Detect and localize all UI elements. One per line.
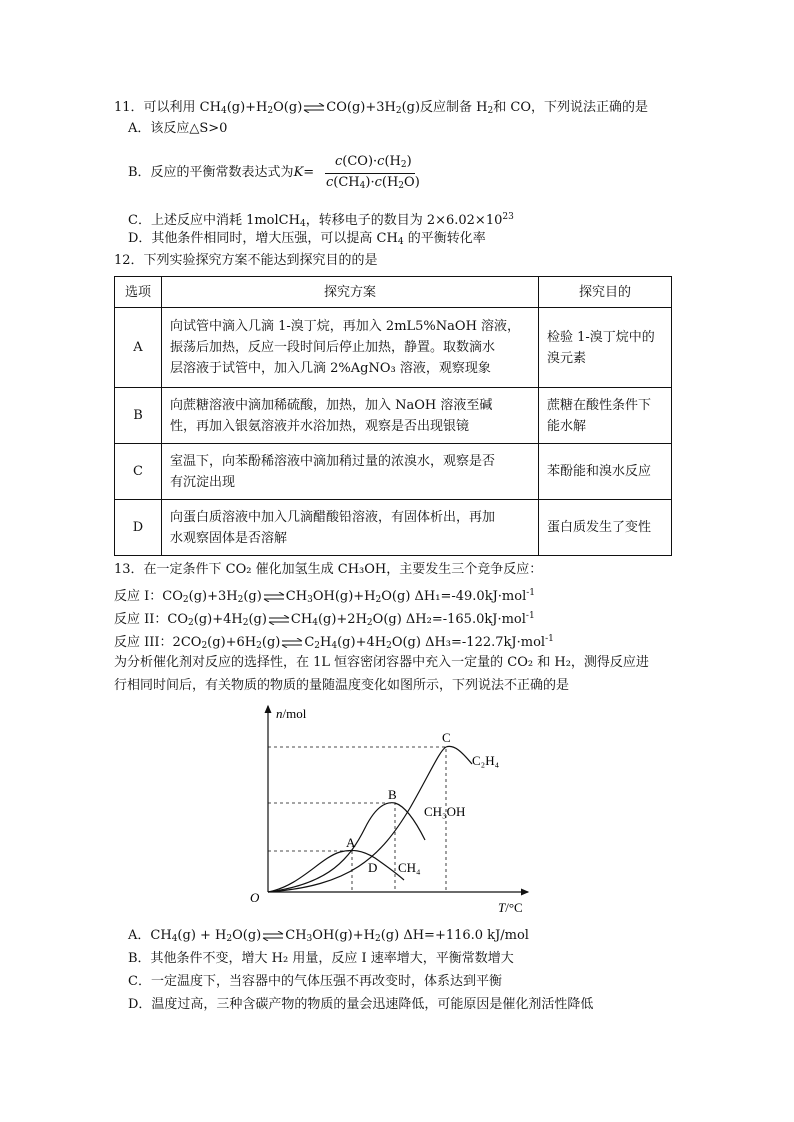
q13-desc-2: 行相同时间后，有关物质的物质的量随温度变化如图所示，下列说法不正确的是 <box>114 678 570 693</box>
reaction-1: 反应 I：$CO_2(g)+3H_2(g)$ $CH_3OH(g)+H_2O(g)$ ΔH₁=-49.0kJ·mol$^{-1}$ <box>114 588 536 605</box>
q13-option-b: B．其他条件不变，增大 H₂ 用量，反应 I 速率增大，平衡常数增大 <box>128 951 514 966</box>
equilibrium-arrow-icon <box>303 103 325 113</box>
point-label-a: A <box>346 835 356 850</box>
equilibrium-arrow-icon <box>268 615 290 625</box>
q11-option-c: C．上述反应中消耗 1molCH$_4$，转移电子的数目为 $2\times 6.02\times 10^{23}$ <box>128 212 514 229</box>
q11-option-a: A．该反应△S>0 <box>128 121 228 136</box>
point-label-c: C <box>442 730 451 745</box>
table-header: 探究方案 <box>162 277 539 308</box>
q12-table <box>114 276 672 556</box>
series-ch4-line <box>268 850 404 892</box>
table-row: B 向蔗糖溶液中滴加稀硫酸，加热，加入 NaOH 溶液至碱 性，再加入银氨溶液并水浴加热，观察是否出现银镜 蔗糖在酸性条件下 能水解 <box>115 388 672 444</box>
q13-stem: 13．在一定条件下 CO₂ 催化加氢生成 CH₃OH，主要发生三个竞争反应： <box>114 562 543 577</box>
k-denominator: $c(CH_4)\cdot c(H_2O)$ <box>326 175 420 191</box>
guide-b <box>268 803 395 892</box>
q13-desc-1: 为分析催化剂对反应的选择性，在 1L 恒容密闭容器中充入一定量的 CO₂ 和 H₂，测得反应进 <box>114 655 649 670</box>
q13-option-a: A．$CH_4(g) + H_2O(g)$ $CH_3OH(g)+H_2(g)$ ΔH=+116.0 kJ/mol <box>128 928 529 944</box>
q13-option-d: D．温度过高，三种含碳产物的物质的量会迅速降低，可能原因是催化剂活性降低 <box>128 997 594 1012</box>
q13-option-c: C．一定温度下，当容器中的气体压强不再改变时，体系达到平衡 <box>128 974 502 989</box>
equilibrium-arrow-icon <box>281 638 303 648</box>
q12-stem: 12．下列实验探究方案不能达到探究目的的是 <box>114 253 378 268</box>
equilibrium-arrow-icon <box>262 931 284 941</box>
point-label-b: B <box>388 787 397 802</box>
reaction-3: 反应 III：$2CO_2(g)+6H_2(g)$ $C_2H_4(g)+4H_2O(g)$ ΔH₃=-122.7kJ·mol$^{-1}$ <box>114 634 554 651</box>
table-header: 探究目的 <box>539 277 672 308</box>
table-header: 选项 <box>115 277 162 308</box>
k-numerator: $c(CO)\cdot c(H_2)$ <box>335 154 412 170</box>
table-row: A 向试管中滴入几滴 1-溴丁烷，再加入 2mL5%NaOH 溶液， 振荡后加热，反应一段时间后停止加热，静置。取数滴水 层溶液于试管中，加入几滴 2%AgNO₃ 溶液，观察现象 检验 1-溴丁烷中的 溴元素 <box>115 308 672 388</box>
reaction-2: 反应 II：$CO_2(g)+4H_2(g)$ $CH_4(g)+2H_2O(g)$ ΔH₂=-165.0kJ·mol$^{-1}$ <box>114 611 535 628</box>
q11-option-b: B．反应的平衡常数表达式为K= <box>128 165 315 180</box>
q13-chart <box>240 698 540 918</box>
series-label-ch4: CH₄ <box>398 860 421 875</box>
point-label-d: D <box>368 860 378 875</box>
origin-label: O <box>250 890 260 905</box>
y-axis-label: n/mol <box>276 706 307 721</box>
q11-option-d: D．其他条件相同时，增大压强，可以提高 $CH_4$ 的平衡转化率 <box>128 231 486 247</box>
table-row: C 室温下，向苯酚稀溶液中滴加稍过量的浓溴水，观察是否 有沉淀出现 苯酚能和溴水反应 <box>115 444 672 500</box>
equilibrium-arrow-icon <box>263 592 285 602</box>
series-label-c2h4: C₂H₄ <box>472 753 500 768</box>
series-label-ch3oh: CH₃OH <box>424 804 466 819</box>
x-axis-label: T/°C <box>498 900 523 915</box>
table-row: D 向蛋白质溶液中加入几滴醋酸铅溶液，有固体析出，再加 水观察固体是否溶解 蛋白质发生了变性 <box>115 500 672 556</box>
q11-stem: 11．可以利用 $CH_4(g)+H_2O(g)$ $CO(g)+3H_2(g)$反应制备 $H_2$和 CO，下列说法正确的是 <box>114 100 648 116</box>
